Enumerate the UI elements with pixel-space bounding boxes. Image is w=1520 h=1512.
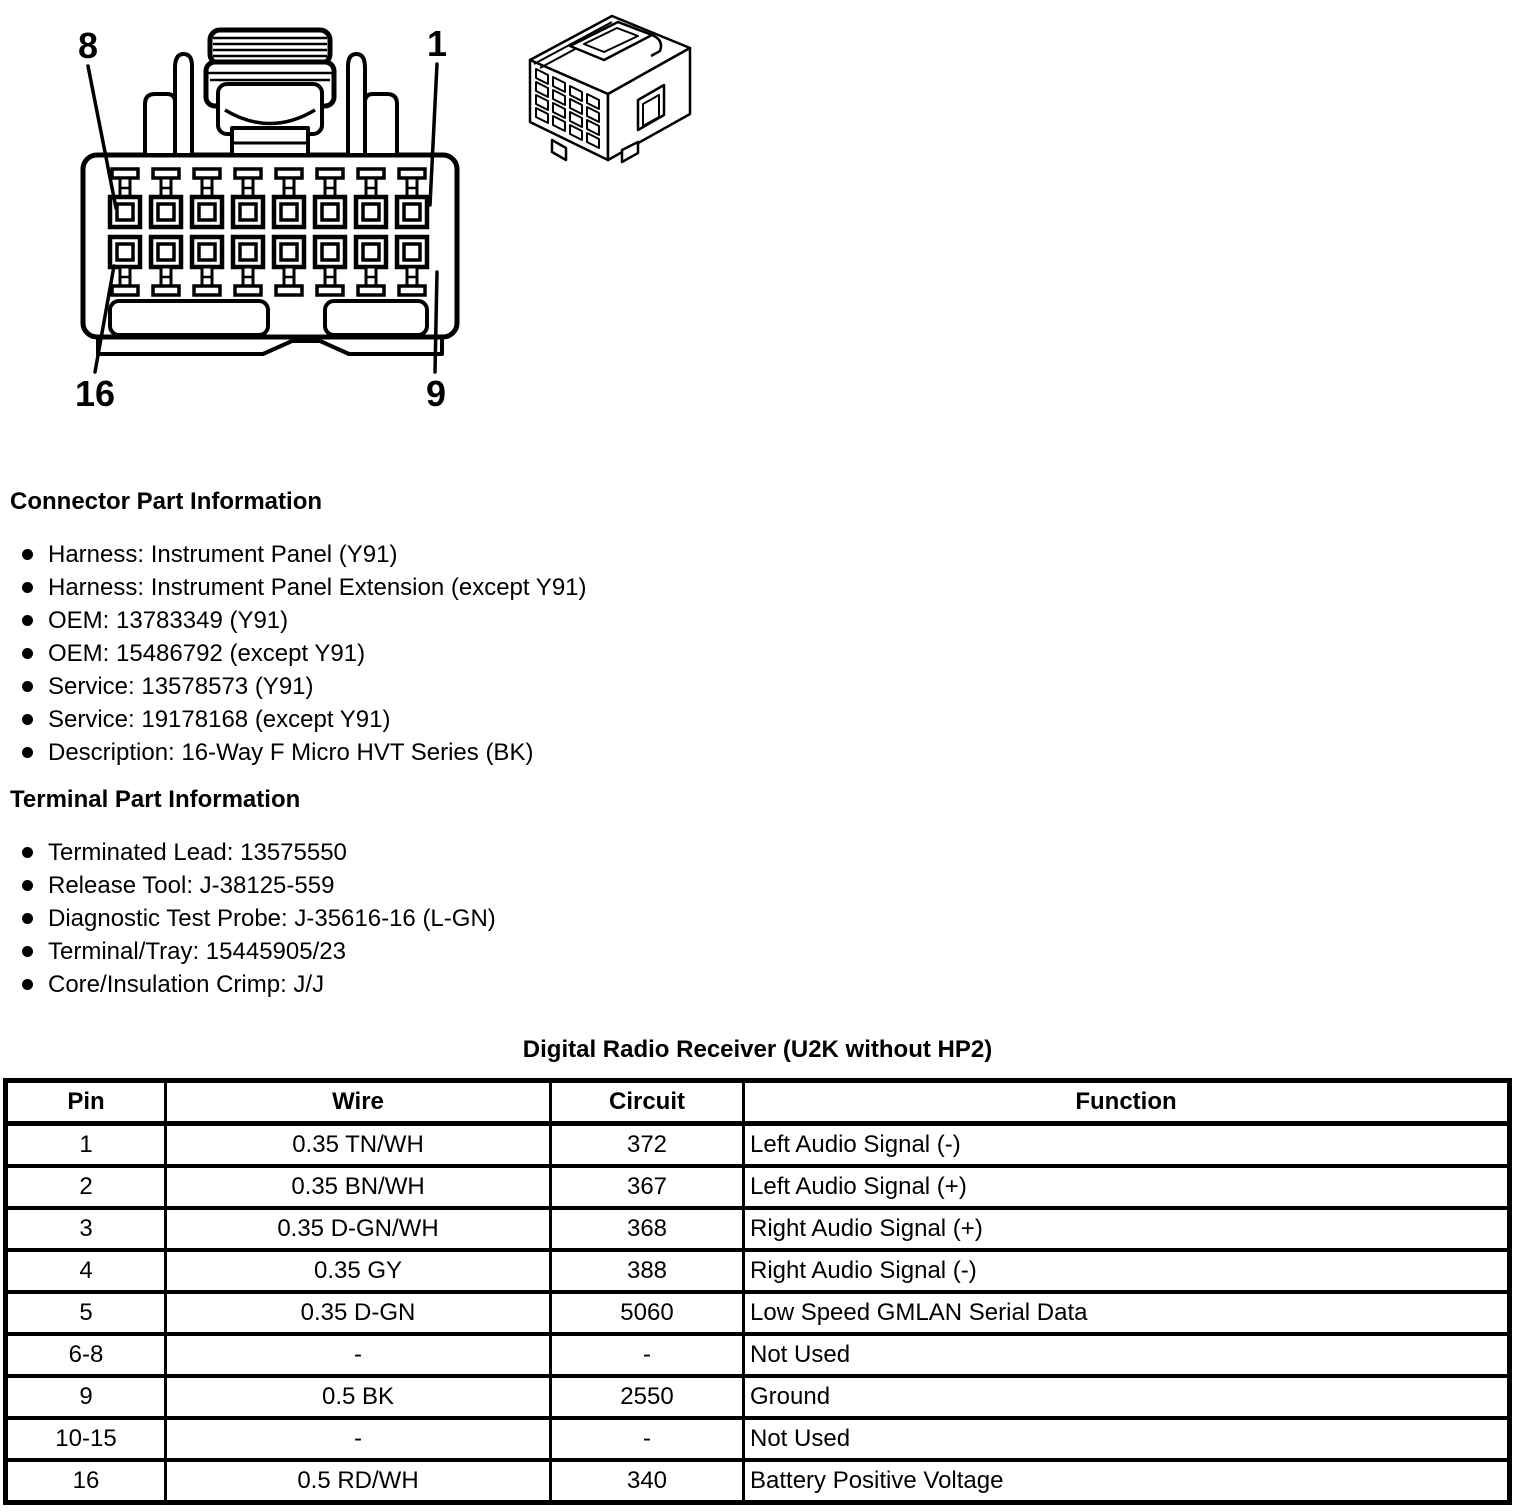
column-header-function: Function	[744, 1081, 1510, 1124]
list-item	[10, 935, 496, 968]
bullet-icon	[22, 549, 33, 560]
circuit-cell: -	[551, 1334, 744, 1376]
bottom-cavities	[110, 301, 427, 335]
wire-cell: 0.35 TN/WH	[166, 1124, 551, 1167]
table-row	[6, 1334, 1510, 1376]
pin-cell: 1	[6, 1124, 166, 1167]
function-cell: Ground	[744, 1376, 1510, 1418]
section-heading: Terminal Part Information	[10, 786, 301, 813]
terminal-part-list	[10, 836, 496, 1001]
function-cell: Right Audio Signal (-)	[744, 1250, 1510, 1292]
wire-cell: 0.35 GY	[166, 1250, 551, 1292]
bullet-icon	[22, 714, 33, 725]
wire-cell: -	[166, 1418, 551, 1460]
bullet-icon	[22, 913, 33, 924]
bullet-icon	[22, 747, 33, 758]
table-row	[6, 1208, 1510, 1250]
wire-cell: 0.35 BN/WH	[166, 1166, 551, 1208]
wire-cell: 0.35 D-GN/WH	[166, 1208, 551, 1250]
list-item-text: Terminated Lead: 13575550	[48, 838, 347, 866]
table-row	[6, 1124, 1510, 1167]
function-cell: Left Audio Signal (-)	[744, 1124, 1510, 1167]
circuit-cell: 372	[551, 1124, 744, 1167]
connector-3d-view-diagram	[500, 2, 700, 182]
terminal-part-information-section	[10, 786, 496, 1001]
list-item	[10, 703, 587, 736]
circuit-cell: 367	[551, 1166, 744, 1208]
list-item	[10, 538, 587, 571]
table-row	[6, 1166, 1510, 1208]
wire-cell: 0.5 RD/WH	[166, 1460, 551, 1503]
list-item-text: Service: 13578573 (Y91)	[48, 672, 314, 700]
pin-cell: 5	[6, 1292, 166, 1334]
pin-cell: 6-8	[6, 1334, 166, 1376]
list-item	[10, 637, 587, 670]
wire-cell: -	[166, 1334, 551, 1376]
section-heading: Connector Part Information	[10, 488, 323, 515]
circuit-cell: -	[551, 1418, 744, 1460]
list-item-text: Core/Insulation Crimp: J/J	[48, 970, 325, 998]
list-item	[10, 571, 587, 604]
bullet-icon	[22, 648, 33, 659]
pin-cell: 9	[6, 1376, 166, 1418]
connector-part-list	[10, 538, 587, 769]
pin-label-bottom-left: 16	[74, 373, 116, 412]
function-cell: Not Used	[744, 1334, 1510, 1376]
circuit-cell: 388	[551, 1250, 744, 1292]
function-cell: Right Audio Signal (+)	[744, 1208, 1510, 1250]
list-item	[10, 869, 496, 902]
circuit-cell: 5060	[551, 1292, 744, 1334]
list-item-text: Harness: Instrument Panel (Y91)	[48, 540, 398, 568]
bottom-skirt	[98, 337, 442, 354]
column-header-pin: Pin	[6, 1081, 166, 1124]
connector-front-view-diagram	[60, 0, 460, 412]
pin-cell: 2	[6, 1166, 166, 1208]
circuit-cell: 2550	[551, 1376, 744, 1418]
circuit-cell: 368	[551, 1208, 744, 1250]
list-item	[10, 968, 496, 1001]
pin-label-bottom-right: 9	[425, 373, 447, 412]
pin-cell: 16	[6, 1460, 166, 1503]
circuit-cell: 340	[551, 1460, 744, 1503]
list-item	[10, 836, 496, 869]
list-item-text: OEM: 13783349 (Y91)	[48, 606, 289, 634]
table-header-row	[6, 1081, 1510, 1124]
bullet-icon	[22, 847, 33, 858]
bullet-icon	[22, 681, 33, 692]
list-item-text: OEM: 15486792 (except Y91)	[48, 639, 366, 667]
bullet-icon	[22, 582, 33, 593]
list-item-text: Release Tool: J-38125-559	[48, 871, 335, 899]
function-cell: Left Audio Signal (+)	[744, 1166, 1510, 1208]
function-cell: Low Speed GMLAN Serial Data	[744, 1292, 1510, 1334]
latch-assembly	[145, 30, 397, 155]
list-item	[10, 604, 587, 637]
list-item	[10, 670, 587, 703]
list-item-text: Terminal/Tray: 15445905/23	[48, 937, 346, 965]
list-item-text: Harness: Instrument Panel Extension (except Y91)	[48, 573, 587, 601]
bullet-icon	[22, 880, 33, 891]
list-item-text: Service: 19178168 (except Y91)	[48, 705, 391, 733]
wire-cell: 0.35 D-GN	[166, 1292, 551, 1334]
table-title: Digital Radio Receiver (U2K without HP2)	[522, 1036, 993, 1063]
pin-label-top-right: 1	[426, 23, 448, 64]
bullet-icon	[22, 946, 33, 957]
pinout-table	[3, 1078, 1512, 1505]
table-row	[6, 1418, 1510, 1460]
table-row	[6, 1292, 1510, 1334]
list-item	[10, 902, 496, 935]
pin-label-top-left: 8	[77, 25, 99, 66]
function-cell: Not Used	[744, 1418, 1510, 1460]
pin-cell: 10-15	[6, 1418, 166, 1460]
bullet-icon	[22, 615, 33, 626]
column-header-circuit: Circuit	[551, 1081, 744, 1124]
column-header-wire: Wire	[166, 1081, 551, 1124]
connector-part-information-section	[10, 488, 587, 769]
list-item-text: Description: 16-Way F Micro HVT Series (BK)	[48, 738, 534, 766]
table-row	[6, 1250, 1510, 1292]
bullet-icon	[22, 979, 33, 990]
pin-cell: 4	[6, 1250, 166, 1292]
function-cell: Battery Positive Voltage	[744, 1460, 1510, 1503]
list-item	[10, 736, 587, 769]
list-item-text: Diagnostic Test Probe: J-35616-16 (L-GN)	[48, 904, 496, 932]
wire-cell: 0.5 BK	[166, 1376, 551, 1418]
pin-cell: 3	[6, 1208, 166, 1250]
table-row	[6, 1460, 1510, 1503]
table-row	[6, 1376, 1510, 1418]
